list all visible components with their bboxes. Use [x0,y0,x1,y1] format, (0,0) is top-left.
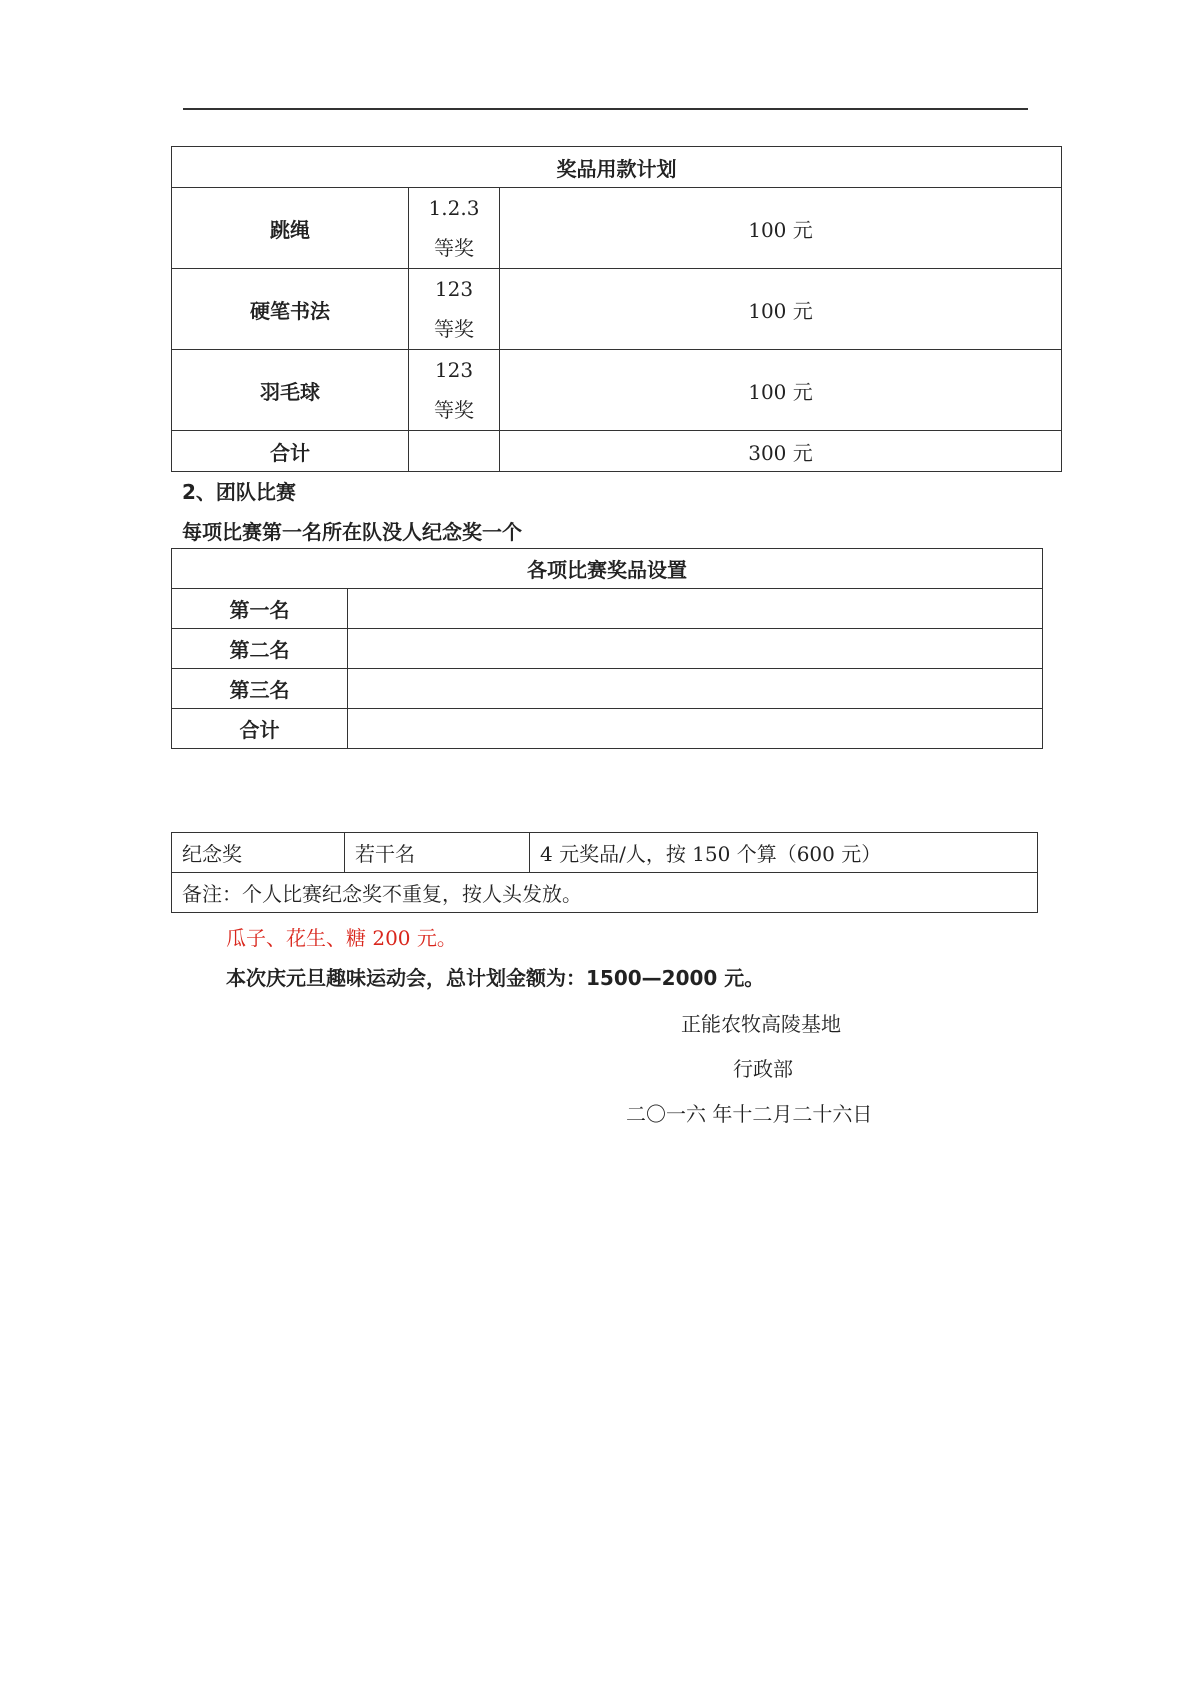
signature-department: 行政部 [733,1057,793,1081]
total-label: 合计 [172,431,409,472]
souvenir-note: 备注：个人比赛纪念奖不重复，按人头发放。 [172,873,1038,913]
prize-level-line2: 等奖 [434,317,474,341]
table-row [172,188,1062,269]
table-row [172,833,1038,873]
rank-value [348,709,1043,749]
table-title: 各项比赛奖品设置 [172,549,1043,589]
event-name: 羽毛球 [172,350,409,431]
total-level [409,431,500,472]
prize-level-line2: 等奖 [434,236,474,260]
prize-level-line2: 等奖 [434,398,474,422]
table-row [172,629,1043,669]
amount-cell: 100 元 [500,269,1062,350]
rank-value [348,589,1043,629]
table-row [172,269,1062,350]
event-name: 硬笔书法 [172,269,409,350]
header-rule [183,108,1028,110]
event-name: 跳绳 [172,188,409,269]
prize-level-line1: 1.2.3 [428,196,480,220]
souvenir-table [171,832,1038,913]
prize-level-line1: 123 [434,277,474,301]
rank-label: 第二名 [172,629,348,669]
rank-value [348,669,1043,709]
signature-organization: 正能农牧高陵基地 [681,1012,841,1036]
prize-level-line1: 123 [434,358,474,382]
table-row [172,709,1043,749]
prize-level [409,269,500,350]
prize-level [409,350,500,431]
amount-cell: 100 元 [500,350,1062,431]
section-heading: 2、团队比赛 [182,480,296,504]
table-row [172,350,1062,431]
table-total-row [172,431,1062,472]
extra-item-line: 瓜子、花生、糖 200 元。 [226,926,457,950]
team-prize-table [171,548,1043,749]
souvenir-count: 若干名 [345,833,530,873]
rank-value [348,629,1043,669]
rank-label: 第三名 [172,669,348,709]
table-header-row [172,147,1062,188]
amount-cell: 100 元 [500,188,1062,269]
prize-level [409,188,500,269]
souvenir-name: 纪念奖 [172,833,345,873]
table-row [172,669,1043,709]
table-row [172,873,1038,913]
total-amount: 300 元 [500,431,1062,472]
souvenir-detail: 4 元奖品/人，按 150 个算（600 元） [530,833,1038,873]
prize-budget-table [171,146,1062,472]
total-budget-line: 本次庆元旦趣味运动会，总计划金额为：1500—2000 元。 [226,966,765,990]
table-title: 奖品用款计划 [172,147,1062,188]
table-header-row [172,549,1043,589]
signature-date: 二〇一六 年十二月二十六日 [626,1102,873,1126]
section-description: 每项比赛第一名所在队没人纪念奖一个 [182,520,522,544]
rank-label: 合计 [172,709,348,749]
rank-label: 第一名 [172,589,348,629]
table-row [172,589,1043,629]
